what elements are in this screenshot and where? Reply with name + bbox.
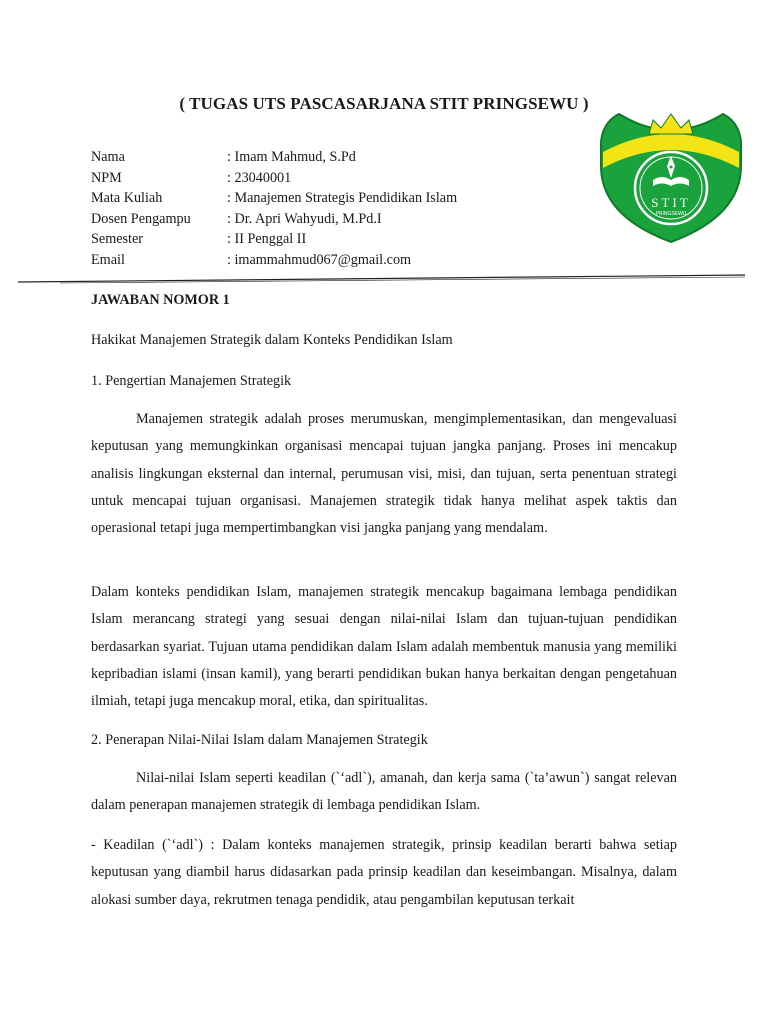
section2-heading: 2. Penerapan Nilai-Nilai Islam dalam Manajemen Strategik xyxy=(91,732,428,748)
info-value: : Imam Mahmud, S.Pd xyxy=(227,149,356,165)
page-title: ( TUGAS UTS PASCASARJANA STIT PRINGSEWU ) xyxy=(179,94,589,113)
logo-bottom-text: PRINGSEWU xyxy=(655,211,687,217)
info-value: : 23040001 xyxy=(227,169,292,186)
paragraph-3: Nilai-nilai Islam seperti keadilan (`‘adl`), amanah, dan kerja sama (`ta’awun`) sangat relevan dalam penerapan manajemen strategik di lembaga pendidikan Islam. xyxy=(91,770,677,814)
logo-top-text: STIT xyxy=(651,195,691,210)
info-label: Semester xyxy=(91,231,144,248)
topic-heading: Hakikat Manajemen Strategik dalam Konteks Pendidikan Islam xyxy=(91,332,453,348)
info-label: Mata Kuliah xyxy=(91,190,163,207)
info-label: Nama xyxy=(91,149,125,165)
info-value: : imammahmud067@gmail.com xyxy=(227,251,412,268)
paragraph-2: Dalam konteks pendidikan Islam, manajemen strategik mencakup bagaimana lembaga pendidikan Islam merancang strategi yang sesuai dengan nilai-nilai Islam dan tujuan-tujuan pendidikan berdasarkan syariat. Tujuan utama pendidikan dalam Islam adalah membentuk manusia yang memiliki kepribadian islami (insan kamil), yang berarti pendidikan bukan hanya berkaitan dengan pengetahuan ilmiah, tetapi juga mencakup moral, etika, dan spiritualitas. xyxy=(91,584,677,710)
header-divider xyxy=(0,0,768,300)
paragraph-4: - Keadilan (`‘adl`) : Dalam konteks manajemen strategik, prinsip keadilan berarti bahwa setiap keputusan yang diambil harus didasarkan pada prinsip keadilan dan keseimbangan. Misalnya, dalam alokasi sumber daya, rekrutmen tenaga pendidik, atau pengambilan keputusan terkait xyxy=(91,837,677,908)
info-value: : Manajemen Strategis Pendidikan Islam xyxy=(227,190,458,207)
info-label: Email xyxy=(91,251,125,268)
info-label: NPM xyxy=(91,169,122,186)
info-value: : Dr. Apri Wahyudi, M.Pd.I xyxy=(227,210,382,227)
info-value: : II Penggal II xyxy=(227,231,307,248)
answer-heading: JAWABAN NOMOR 1 xyxy=(91,292,230,308)
section1-heading: 1. Pengertian Manajemen Strategik xyxy=(91,373,292,389)
paragraph-1: Manajemen strategik adalah proses merumuskan, mengimplementasikan, dan mengevaluasi keputusan yang memungkinkan organisasi mencapai tujuan jangka panjang. Proses ini mencakup analisis lingkungan eksternal dan internal, perumusan visi, misi, dan tujuan, serta penentuan strategi untuk mencapai tujuan organisasi. Manajemen strategik tidak hanya melihat aspek taktis dan operasional tetapi juga mempertimbangkan visi jangka panjang yang mendalam. xyxy=(91,411,677,537)
info-label: Dosen Pengampu xyxy=(91,210,191,227)
